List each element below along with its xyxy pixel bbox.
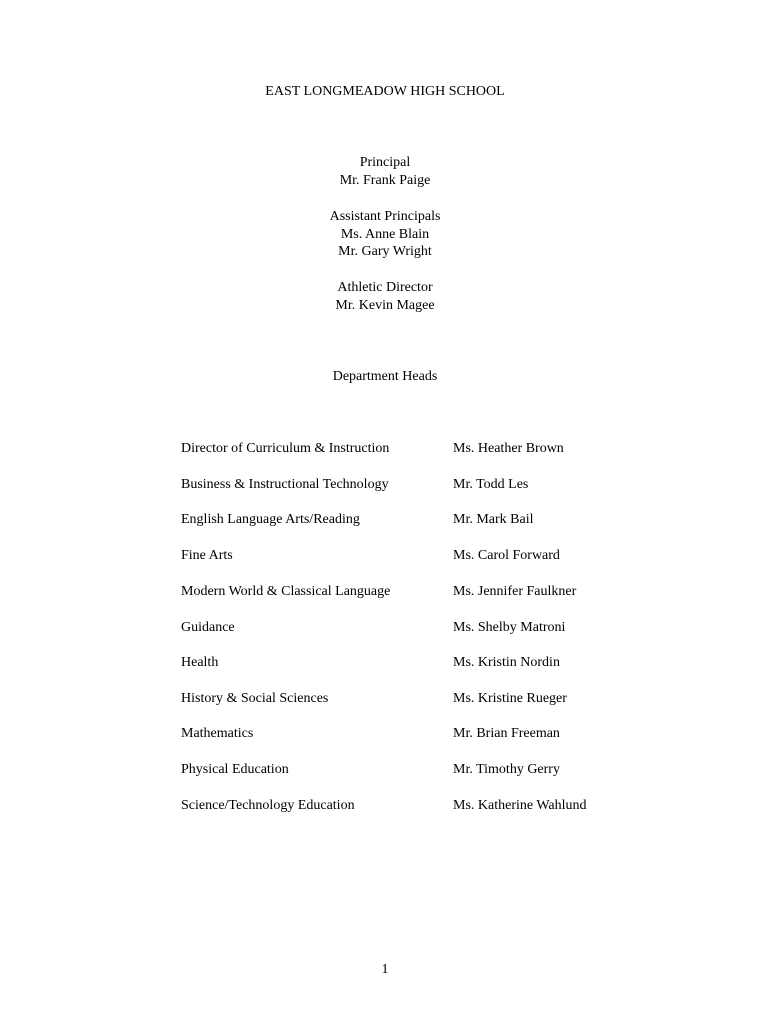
department-name: Fine Arts <box>181 548 233 563</box>
table-row <box>0 797 770 815</box>
department-head-name: Ms. Kristine Rueger <box>453 691 567 706</box>
department-head-name: Ms. Shelby Matroni <box>453 620 566 635</box>
department-name: Science/Technology Education <box>181 798 355 813</box>
table-row <box>0 690 770 708</box>
assistant-principal-name: Mr. Gary Wright <box>338 244 432 259</box>
department-name: Physical Education <box>181 762 289 777</box>
page-number: 1 <box>381 962 389 977</box>
department-head-name: Mr. Brian Freeman <box>453 726 560 741</box>
department-name: Mathematics <box>181 726 254 741</box>
department-head-name: Mr. Timothy Gerry <box>453 762 560 777</box>
table-row <box>0 725 770 743</box>
department-head-name: Ms. Kristin Nordin <box>453 655 560 670</box>
table-row <box>0 547 770 565</box>
table-row <box>0 511 770 529</box>
department-name: Guidance <box>181 620 235 635</box>
school-name: EAST LONGMEADOW HIGH SCHOOL <box>265 84 505 99</box>
assistant-principal-name: Ms. Anne Blain <box>340 227 430 242</box>
department-name: English Language Arts/Reading <box>181 512 360 527</box>
department-name: History & Social Sciences <box>181 691 329 706</box>
department-name: Health <box>181 655 219 670</box>
table-row <box>0 619 770 637</box>
assistant-principals-title: Assistant Principals <box>329 209 441 224</box>
department-name: Business & Instructional Technology <box>181 477 389 492</box>
department-name: Director of Curriculum & Instruction <box>181 441 390 456</box>
athletic-director-title: Athletic Director <box>337 280 433 295</box>
department-head-name: Ms. Carol Forward <box>453 548 560 563</box>
athletic-director-name: Mr. Kevin Magee <box>335 298 435 313</box>
table-row <box>0 583 770 601</box>
department-head-name: Ms. Jennifer Faulkner <box>453 584 577 599</box>
department-heads-title: Department Heads <box>332 369 438 384</box>
department-head-name: Ms. Heather Brown <box>453 441 564 456</box>
principal-title: Principal <box>359 155 411 170</box>
department-head-name: Ms. Katherine Wahlund <box>453 798 587 813</box>
table-row <box>0 761 770 779</box>
table-row <box>0 440 770 458</box>
department-head-name: Mr. Todd Les <box>453 477 529 492</box>
department-head-name: Mr. Mark Bail <box>453 512 534 527</box>
principal-name: Mr. Frank Paige <box>339 173 431 188</box>
table-row <box>0 654 770 672</box>
department-name: Modern World & Classical Language <box>181 584 391 599</box>
table-row <box>0 476 770 494</box>
